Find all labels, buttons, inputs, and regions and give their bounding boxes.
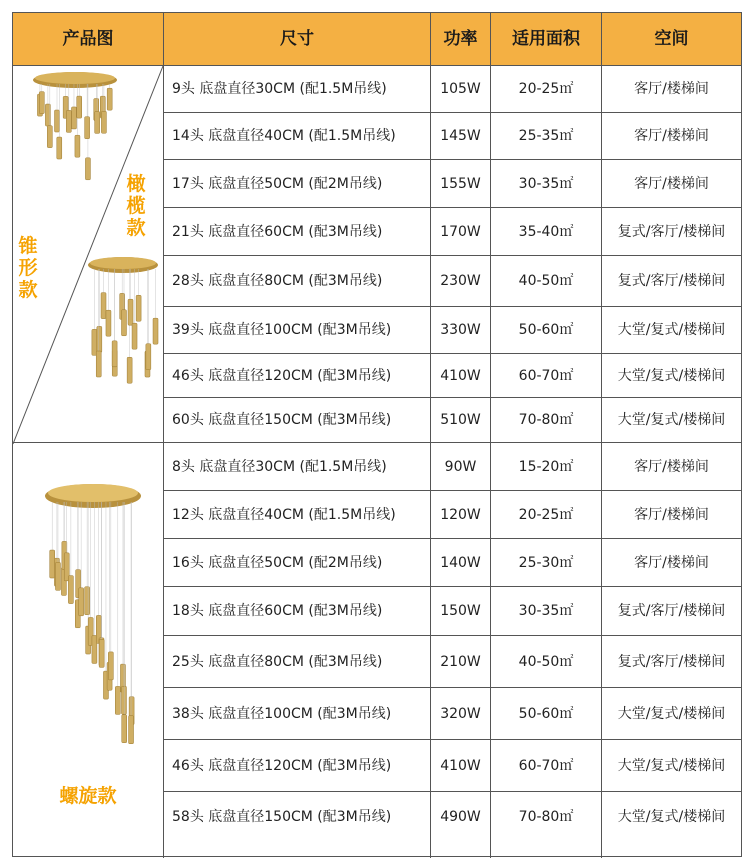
header-size: 尺寸 [280,29,314,49]
group2-row-power: 90W [444,459,477,475]
group1-row-space: 客厅/楼梯间 [634,128,709,144]
group1-row-power: 330W [440,322,481,338]
column-divider [490,13,491,858]
group2-row-size: 8头 底盘直径30CM (配1.5M吊线) [172,459,387,475]
group1-row-power: 145W [440,128,481,144]
group2-row-space: 大堂/复式/楼梯间 [617,809,726,825]
group1-row-space: 大堂/复式/楼梯间 [617,322,726,338]
group1-row-power: 410W [440,368,481,384]
group1-row-power: 155W [440,176,481,192]
group1-row-space: 复式/客厅/楼梯间 [617,224,726,240]
group2-row-power: 140W [440,555,481,571]
group2-row-space: 复式/客厅/楼梯间 [617,603,726,619]
group2-row-size: 46头 底盘直径120CM (配3M吊线) [172,758,392,774]
group2-row-area: 30-35㎡ [518,603,574,619]
cone-chandelier-image [28,68,123,253]
group2-row-space: 大堂/复式/楼梯间 [617,706,726,722]
table-header [13,13,741,66]
header-image: 产品图 [62,29,114,49]
group1-row-area: 60-70㎡ [518,368,574,384]
group2-row-power: 320W [440,706,481,722]
group2-row-space: 大堂/复式/楼梯间 [617,758,726,774]
group2-row-area: 20-25㎡ [518,507,574,523]
group2-row-size: 12头 底盘直径40CM (配1.5M吊线) [172,507,396,523]
group1-row-area: 40-50㎡ [518,273,574,289]
group1-row-size: 17头 底盘直径50CM (配2M吊线) [172,176,383,192]
group1-row-area: 50-60㎡ [518,322,574,338]
group1-row-space: 大堂/复式/楼梯间 [617,368,726,384]
group2-row-power: 490W [440,809,481,825]
group2-row-power: 150W [440,603,481,619]
group1-row-size: 39头 底盘直径100CM (配3M吊线) [172,322,392,338]
group2-row-space: 客厅/楼梯间 [634,459,709,475]
group1-row-power: 105W [440,81,481,97]
group2-row-power: 120W [440,507,481,523]
group1-row-size: 60头 底盘直径150CM (配3M吊线) [172,412,392,428]
group2-row-area: 25-30㎡ [518,555,574,571]
group1-row-size: 14头 底盘直径40CM (配1.5M吊线) [172,128,396,144]
group1-row-size: 46头 底盘直径120CM (配3M吊线) [172,368,392,384]
group2-row-area: 60-70㎡ [518,758,574,774]
spec-table [12,12,742,857]
group2-row-area: 40-50㎡ [518,654,574,670]
column-divider [430,13,431,858]
group1-row-space: 客厅/楼梯间 [634,81,709,97]
group2-row-power: 410W [440,758,481,774]
group1-row-area: 20-25㎡ [518,81,574,97]
label-olive: 橄榄款 [126,173,146,239]
label-spiral: 螺旋款 [59,785,117,807]
group2-row-space: 客厅/楼梯间 [634,555,709,571]
group2-row-space: 复式/客厅/楼梯间 [617,654,726,670]
group1-row-size: 9头 底盘直径30CM (配1.5M吊线) [172,81,387,97]
group2-row-area: 50-60㎡ [518,706,574,722]
group2-row-space: 客厅/楼梯间 [634,507,709,523]
group1-row-area: 70-80㎡ [518,412,574,428]
group1-row-area: 35-40㎡ [518,224,574,240]
header-power: 功率 [443,29,478,49]
group1-row-power: 230W [440,273,481,289]
group2-row-area: 15-20㎡ [518,459,574,475]
group2-row-power: 210W [440,654,481,670]
spiral-chandelier-image [38,478,148,778]
group1-row-area: 30-35㎡ [518,176,574,192]
group1-row-power: 510W [440,412,481,428]
group1-row-area: 25-35㎡ [518,128,574,144]
group2-row-size: 16头 底盘直径50CM (配2M吊线) [172,555,383,571]
group1-row-size: 28头 底盘直径80CM (配3M吊线) [172,273,383,289]
group1-row-space: 大堂/复式/楼梯间 [617,412,726,428]
group1-row-power: 170W [440,224,481,240]
group1-row-space: 客厅/楼梯间 [634,176,709,192]
group1-row-size: 21头 底盘直径60CM (配3M吊线) [172,224,383,240]
group2-row-size: 58头 底盘直径150CM (配3M吊线) [172,809,392,825]
group2-row-size: 18头 底盘直径60CM (配3M吊线) [172,603,383,619]
group1-row-space: 复式/客厅/楼梯间 [617,273,726,289]
label-cone: 锥形款 [18,235,38,301]
header-space: 空间 [654,29,689,49]
column-divider [601,13,602,858]
group2-row-area: 70-80㎡ [518,809,574,825]
group2-row-size: 38头 底盘直径100CM (配3M吊线) [172,706,392,722]
olive-chandelier-image [85,253,161,438]
group2-row-size: 25头 底盘直径80CM (配3M吊线) [172,654,383,670]
header-area: 适用面积 [512,29,580,49]
